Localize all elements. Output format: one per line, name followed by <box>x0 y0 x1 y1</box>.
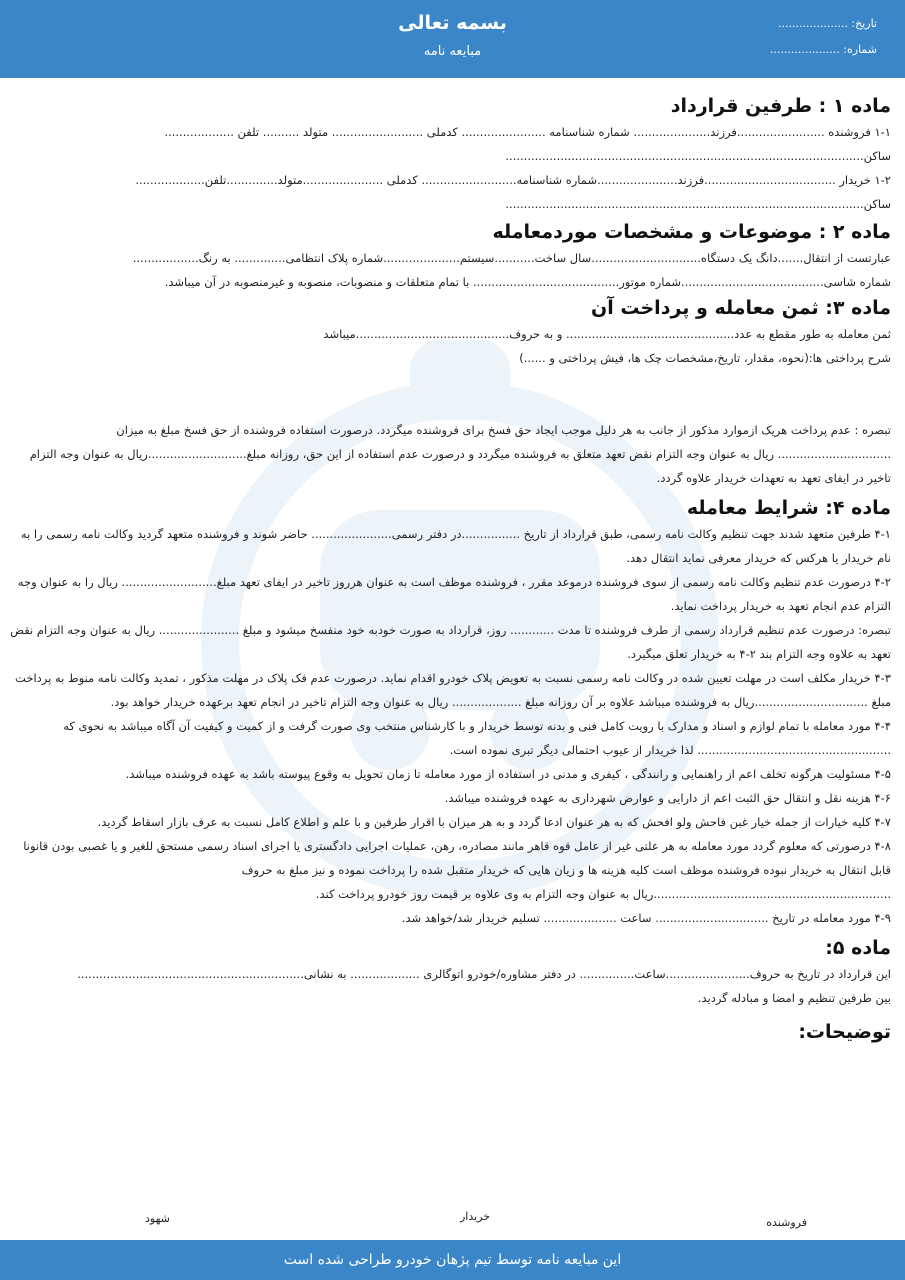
article-5-heading: ماده ۵: <box>825 937 891 959</box>
price-line: ثمن معامله به طور مقطع به عدد.............................................. و به حروف..........................................میباشد <box>323 327 891 341</box>
clause-4-7: ۴-۷ کلیه خیارات از جمله خیار غبن فاحش ولو افحش که به هر عنوان ادعا گردد و به هر میزان با اقرار طرفین و با علم و اطلاع کامل نسبت به عرف بازار اسقاط گردید. <box>97 815 891 829</box>
clause-4-2: ۴-۲ درصورت عدم تنظیم وکالت نامه رسمی از سوی فروشنده درموعد مقرر ، فروشنده موظف است به عنوان هرروز تاخیر در ایفای تعهد مبلغ.......................... ریال را به عنوان وجه التزام عدم انجام تعهد به خریدار پرداخت نماید. <box>17 575 891 613</box>
buyer-line: ۱-۲ خریدار ....................................فرزند......................شماره شناسنامه.......................... کدملی ......................متولد..............تلفن................... <box>135 173 891 187</box>
date-field: تاریخ: .................... <box>777 17 877 30</box>
seller-signature-label: فروشنده <box>766 1216 807 1229</box>
buyer-signature-label: خریدار <box>460 1210 491 1223</box>
clause-4-1: ۴-۱ طرفین متعهد شدند جهت تنظیم وکالت نامه رسمی، طبق قرارداد از تاریخ ................در دفتر رسمی...................... حاضر شوند و فروشنده متعهد گردید وکالت نامه رسمی را به نام خریدار یا هرکس که خریدار معرفی نماید انتقال دهد. <box>20 527 891 565</box>
seller-address-line: ساکن.................................................................................................. <box>505 149 891 163</box>
article-3-heading: ماده ۳: ثمن معامله و پرداخت آن <box>591 297 891 319</box>
vehicle-spec-line: عبارتست از انتقال.......دانگ یک دستگاه..............................سال ساخت...........سیستم.....................شماره پلاک انتظامی.............. به رنگ.................. <box>132 251 891 265</box>
witnesses-signature-label: شهود <box>145 1212 170 1225</box>
contract-date-line: این قرارداد در تاریخ به حروف.......................ساعت............... در دفتر مشاوره/خودرو اتوگالری ................... به نشانی.............................................................. <box>77 967 891 981</box>
page-footer: این مبایعه نامه توسط تیم پژهان خودرو طراحی شده است <box>0 1240 905 1280</box>
article-3-note: تبصره : عدم پرداخت هریک ازموارد مذکور از جانب به هر دلیل موجب ایجاد حق فسخ برای فروشنده میگردد. درصورت استفاده فروشنده از حق فسخ مبلغ به میزان ............................... ریال به عنوان وجه التزام نقض تعهد متعلق به فروشنده میگردد و درصورت عدم استفاده از این حق، روزانه مبلغ...........................ریال به عنوان وجه التزام تاخیر در ایفای تعهد به تعهدات خریدار علاوه گردد. <box>29 423 891 485</box>
notes-heading: توضیحات: <box>798 1021 891 1043</box>
clause-4-6: ۴-۶ هزینه نقل و انتقال حق الثبت اعم از دارایی و عوارض شهرداری به عهده فروشنده میباشد. <box>444 791 891 805</box>
article-2-heading: ماده ۲ : موضوعات و مشخصات موردمعامله <box>492 221 891 243</box>
clause-4-5: ۴-۵ مسئولیت هرگونه تخلف اعم از راهنمایی و رانندگی ، کیفری و مدنی در استفاده از مورد معامله تا زمان تحویل به وقوع پیوسته باشد به عهده فروشنده میباشد. <box>125 767 891 781</box>
buyer-address-line: ساکن.................................................................................................. <box>505 197 891 211</box>
payment-description-line: شرح پرداختی ها:(نحوه، مقدار، تاریخ،مشخصات چک ها، فیش پرداختی و ......) <box>519 351 891 365</box>
article-1-heading: ماده ۱ : طرفین قرارداد <box>670 95 891 117</box>
clause-4-note: تبصره: درصورت عدم تنظیم قرارداد رسمی از طرف فروشنده تا مدت ............ روز، قرارداد به صورت خودبه خود منفسخ میشود و مبلغ ...................... ریال به عنوان وجه التزام نقض تعهد به علاوه وجه التزام بند ۲-۴ به خریدار تعلق میگیرد. <box>10 623 891 661</box>
page-header <box>0 0 905 78</box>
contract-signing-line: بین طرفین تنظیم و امضا و مبادله گردید. <box>697 991 891 1005</box>
seller-line: ۱-۱ فروشنده ........................فرزند..................... شماره شناسنامه ....................... کدملی ......................... متولد .......... تلفن ................... <box>164 125 891 139</box>
clause-4-9: ۴-۹ مورد معامله در تاریخ ............................... ساعت .................... تسلیم خریدار شد/خواهد شد. <box>401 911 891 925</box>
document-title: بسمه تعالی <box>398 12 507 34</box>
vehicle-chassis-line: شماره شاسی.......................................شماره موتور........................................ با تمام متعلقات و منصوبات، منصوبه و غیرمنصوبه در آن میباشد. <box>164 275 891 289</box>
clause-4-4: ۴-۴ مورد معامله با تمام لوازم و اسناد و مدارک با رویت کامل فنی و بدنه توسط خریدار و با کارشناس منتخب وی صورت گرفت و از کمیت و کیفیت آن آگاه میباشد به نحوی که ..................................................... لذا خریدار از عیوب احتمالی دیگر تبری نموده است. <box>63 719 891 757</box>
signature-row <box>0 1208 905 1234</box>
clause-4-8: ۴-۸ درصورتی که معلوم گردد مورد معامله به هر علتی غیر از عامل قوه قاهر مانند مصادره، رهن، عملیات اجرایی دادگستری یا اجرای اسناد رسمی مستحق للغیر و یا غصبی بودن قانونا قابل انتقال به خریدار نبوده فروشنده موظف است کلیه هزینه ها و زیان هایی که خریدار متقبل شده را پرداخت نموده و نیز مبلغ به حروف .................................................................ریال به عنوان وجه التزام به وی علاوه بر قیمت روز خودرو پرداخت کند. <box>23 839 891 901</box>
document-subtitle: مبایعه نامه <box>423 44 482 59</box>
number-field: شماره: .................... <box>769 43 877 56</box>
contract-body <box>10 92 891 1046</box>
article-4-heading: ماده ۴: شرایط معامله <box>686 497 891 519</box>
clause-4-3: ۴-۳ خریدار مکلف است در مهلت تعیین شده در وکالت نامه رسمی نسبت به تعویض پلاک خودرو اقدام نماید. درصورت عدم فک پلاک در مهلت مذکور ، تمدید وکالت نامه منوط به پرداخت مبلغ ...............................ریال به فروشنده میباشد علاوه بر آن روزانه مبلغ ................... ریال به عنوان وجه التزام تاخیر در انجام تعهد برعهده خریدار خواهد بود. <box>15 671 891 709</box>
